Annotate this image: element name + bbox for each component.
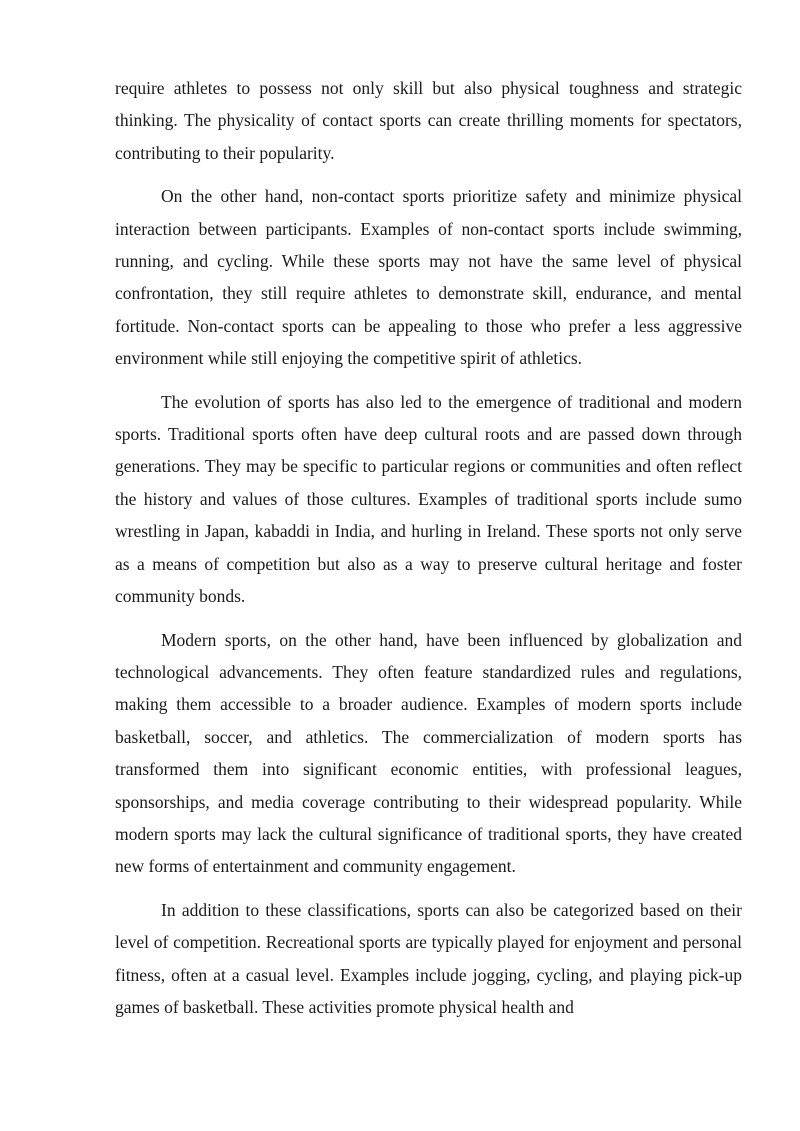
paragraph-contact-sports-continued: require athletes to possess not only skill but also physical toughness and strategic thinking. The physicality of contact sports can create thrilling moments for spectators, contributing to their popularity.	[115, 78, 742, 163]
paragraph-competition-levels: In addition to these classifications, sports can also be categorized based on their level of competition. Recreational sports are typically played for enjoyment and personal fitness, often at a casual level. Examples include jogging, cycling, and playing pick-up games of basketball. These activities promote physical health and	[115, 899, 742, 1017]
paragraph-non-contact-sports: On the other hand, non-contact sports prioritize safety and minimize physical interaction between participants. Examples of non-contact sports include swimming, running, and cycling. While these sports may not have the same level of physical confrontation, they still require athletes to demonstrate skill, endurance, and mental fortitude. Non-contact sports can be appealing to those who prefer a less aggressive environment while still enjoying the competitive spirit of athletics.	[115, 186, 742, 369]
paragraph-traditional-sports: The evolution of sports has also led to the emergence of traditional and modern sports. Traditional sports often have deep cultural roots and are passed down through generations. They may be specific to particular regions or communities and often reflect the history and values of those cultures. Examples of traditional sports include sumo wrestling in Japan, kabaddi in India, and hurling in Ireland. These sports not only serve as a means of competition but also as a way to preserve cultural heritage and foster community bonds.	[115, 391, 742, 607]
paragraph-modern-sports: Modern sports, on the other hand, have been influenced by globalization and technological advancements. They often feature standardized rules and regulations, making them accessible to a broader audience. Examples of modern sports include basketball, soccer, and athletics. The commercialization of modern sports has transformed them into significant economic entities, with professional leagues, sponsorships, and media coverage contributing to their widespread popularity. While modern sports may lack the cultural significance of traditional sports, they have created new forms of entertainment and community engagement.	[115, 629, 742, 877]
body-text	[115, 72, 742, 1034]
